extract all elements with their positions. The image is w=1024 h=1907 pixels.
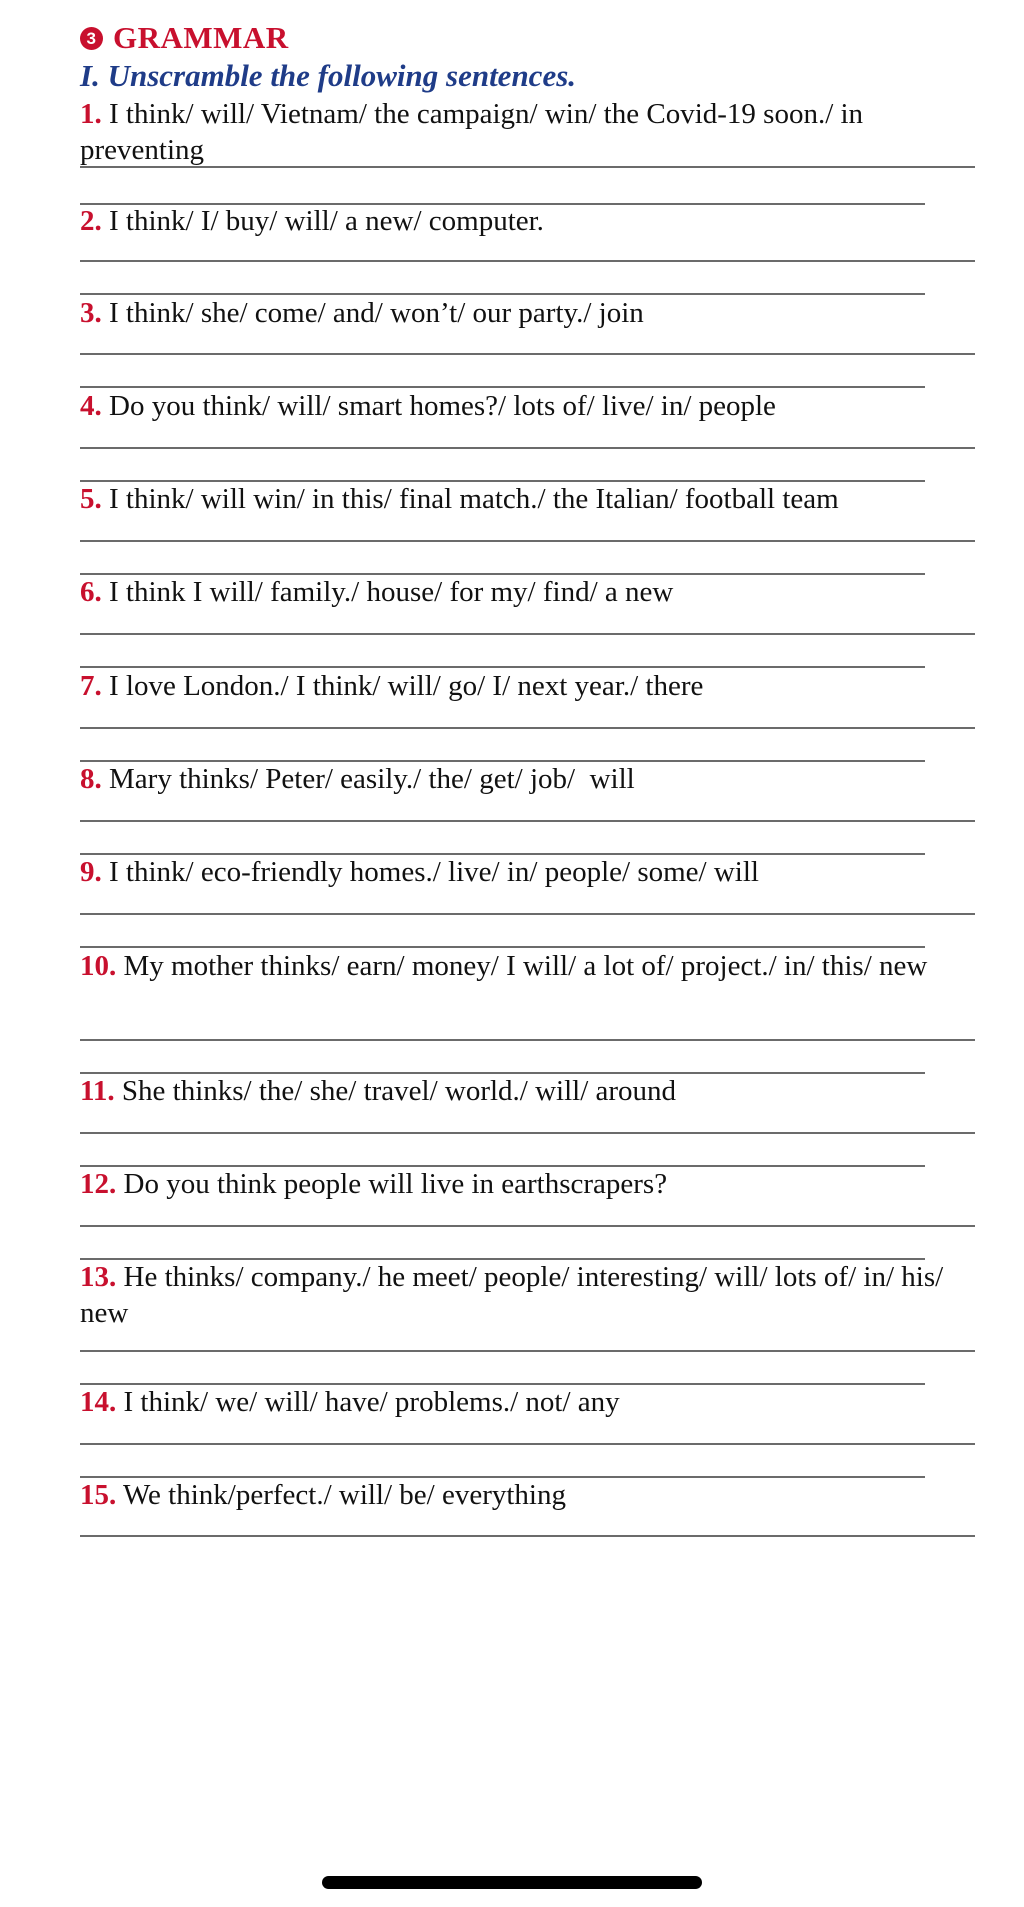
question-number: 7. bbox=[80, 670, 102, 702]
question-text: I think/ will/ Vietnam/ the campaign/ win/ the Covid-19 soon./ in preventing bbox=[80, 98, 864, 166]
question-number: 11. bbox=[80, 1075, 115, 1107]
question-number: 5. bbox=[80, 483, 102, 515]
question-text: He thinks/ company./ he meet/ people/ interesting/ will/ lots of/ in/ his/ new bbox=[80, 1261, 944, 1329]
section-heading bbox=[80, 20, 289, 56]
question-item bbox=[80, 481, 980, 517]
question-number: 9. bbox=[80, 856, 102, 888]
section-title: GRAMMAR bbox=[113, 20, 289, 55]
question-item bbox=[80, 668, 980, 704]
question-number: 12. bbox=[80, 1168, 117, 1200]
question-text: I think/ I/ buy/ will/ a new/ computer. bbox=[109, 205, 544, 237]
question-text: I love London./ I think/ will/ go/ I/ next year./ there bbox=[109, 670, 704, 702]
instruction-text: I. Unscramble the following sentences. bbox=[80, 58, 577, 93]
question-text: I think I will/ family./ house/ for my/ find/ a new bbox=[109, 576, 674, 608]
question-item bbox=[80, 1166, 980, 1202]
answer-line[interactable] bbox=[80, 1535, 975, 1537]
question-text: I think/ she/ come/ and/ won’t/ our party./ join bbox=[109, 297, 644, 329]
question-text: Do you think/ will/ smart homes?/ lots of/ live/ in/ people bbox=[109, 390, 776, 422]
question-item bbox=[80, 1384, 980, 1420]
question-number: 2. bbox=[80, 205, 102, 237]
home-indicator[interactable] bbox=[322, 1876, 702, 1889]
question-item bbox=[80, 388, 980, 424]
answer-line[interactable] bbox=[80, 1132, 975, 1134]
answer-line[interactable] bbox=[80, 1039, 975, 1041]
question-item bbox=[80, 854, 980, 890]
answer-line[interactable] bbox=[80, 1350, 975, 1352]
answer-line[interactable] bbox=[80, 820, 975, 822]
question-text: Do you think people will live in earthscrapers? bbox=[123, 1168, 668, 1200]
question-number: 8. bbox=[80, 763, 102, 795]
question-text: We think/perfect./ will/ be/ everything bbox=[122, 1479, 566, 1511]
question-text: I think/ eco-friendly homes./ live/ in/ people/ some/ will bbox=[109, 856, 759, 888]
question-item bbox=[80, 96, 980, 168]
question-number: 15. bbox=[80, 1479, 117, 1511]
question-item bbox=[80, 295, 980, 331]
answer-line[interactable] bbox=[80, 1443, 975, 1445]
question-number: 13. bbox=[80, 1261, 117, 1293]
answer-line[interactable] bbox=[80, 727, 975, 729]
question-text: Mary thinks/ Peter/ easily./ the/ get/ job/ will bbox=[109, 763, 635, 795]
question-item bbox=[80, 761, 980, 797]
question-item bbox=[80, 1073, 980, 1109]
answer-line[interactable] bbox=[80, 633, 975, 635]
question-text: My mother thinks/ earn/ money/ I will/ a lot of/ project./ in/ this/ new bbox=[123, 950, 928, 982]
question-number: 6. bbox=[80, 576, 102, 608]
question-number: 1. bbox=[80, 98, 102, 130]
question-text: I think/ we/ will/ have/ problems./ not/ any bbox=[123, 1386, 620, 1418]
question-number: 14. bbox=[80, 1386, 117, 1418]
worksheet-page bbox=[80, 0, 980, 1907]
question-item bbox=[80, 203, 980, 239]
answer-line[interactable] bbox=[80, 540, 975, 542]
answer-line[interactable] bbox=[80, 447, 975, 449]
answer-line[interactable] bbox=[80, 166, 975, 168]
answer-line[interactable] bbox=[80, 913, 975, 915]
answer-line[interactable] bbox=[80, 353, 975, 355]
question-number: 3. bbox=[80, 297, 102, 329]
question-item bbox=[80, 948, 980, 984]
question-text: I think/ will win/ in this/ final match./ the Italian/ football team bbox=[109, 483, 839, 515]
answer-line[interactable] bbox=[80, 1225, 975, 1227]
question-text: She thinks/ the/ she/ travel/ world./ will/ around bbox=[121, 1075, 677, 1107]
question-item bbox=[80, 574, 980, 610]
question-number: 4. bbox=[80, 390, 102, 422]
answer-line[interactable] bbox=[80, 260, 975, 262]
circled-3-icon: 3 bbox=[80, 27, 103, 50]
question-number: 10. bbox=[80, 950, 117, 982]
question-item bbox=[80, 1477, 980, 1513]
question-item bbox=[80, 1259, 980, 1331]
